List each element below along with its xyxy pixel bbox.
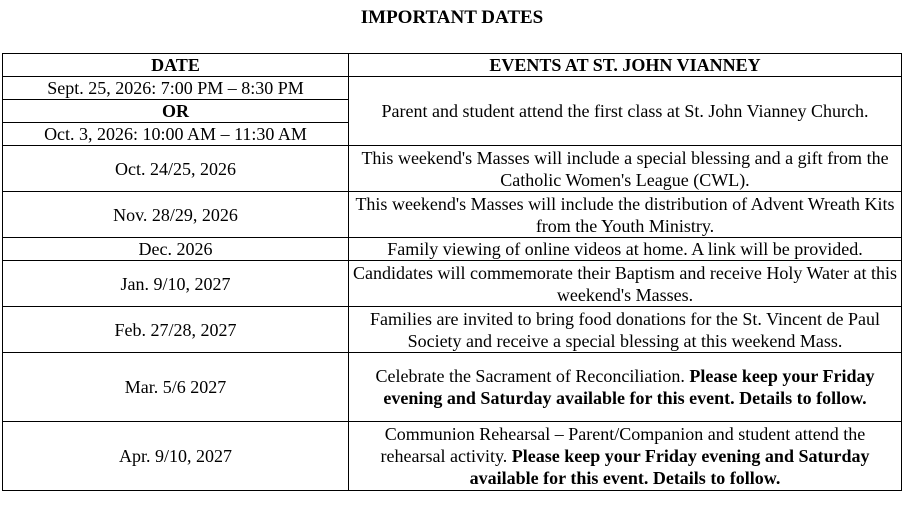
event-text: Celebrate the Sacrament of Reconciliation.: [375, 366, 685, 386]
event-description: Families are invited to bring food donations for the St. Vincent de Paul Society and receive a special blessing at this weekend Mass.: [349, 307, 902, 353]
table-row: [3, 353, 902, 422]
important-dates-table: [2, 53, 902, 491]
table-row: [3, 307, 902, 353]
event-date: Nov. 28/29, 2026: [3, 192, 349, 238]
first-class-or: OR: [3, 100, 349, 123]
event-note-bold: Please keep your Friday evening and Saturday available for this event. Details to follow.: [383, 366, 875, 408]
event-date: Mar. 5/6 2027: [3, 353, 349, 422]
event-description: This weekend's Masses will include a special blessing and a gift from the Catholic Women's League (CWL).: [349, 146, 902, 192]
page-title: IMPORTANT DATES: [360, 7, 544, 28]
table-row: [3, 238, 902, 261]
event-description: Candidates will commemorate their Baptism and receive Holy Water at this weekend's Masses.: [349, 261, 902, 307]
event-date: Dec. 2026: [3, 238, 349, 261]
event-column-header: EVENTS AT ST. JOHN VIANNEY: [349, 54, 902, 77]
table-row: [3, 261, 902, 307]
event-description: This weekend's Masses will include the distribution of Advent Wreath Kits from the Youth Ministry.: [349, 192, 902, 238]
first-class-date-option-b: Oct. 3, 2026: 10:00 AM – 11:30 AM: [3, 123, 349, 146]
table-row: [3, 422, 902, 491]
event-date: Feb. 27/28, 2027: [3, 307, 349, 353]
first-class-date-option-a: Sept. 25, 2026: 7:00 PM – 8:30 PM: [3, 77, 349, 100]
event-description: [349, 422, 902, 491]
event-date: Oct. 24/25, 2026: [3, 146, 349, 192]
event-description: Family viewing of online videos at home. A link will be provided.: [349, 238, 902, 261]
table-header-row: [3, 54, 902, 77]
date-column-header: DATE: [3, 54, 349, 77]
event-text: Communion Rehearsal – Parent/Companion and student attend the rehearsal activity.: [380, 424, 866, 466]
event-date: Apr. 9/10, 2027: [3, 422, 349, 491]
event-description: [349, 353, 902, 422]
table-row: [3, 146, 902, 192]
first-class-event: Parent and student attend the first class at St. John Vianney Church.: [349, 77, 902, 146]
event-date: Jan. 9/10, 2027: [3, 261, 349, 307]
table-row: [3, 192, 902, 238]
table-row: [3, 77, 902, 100]
event-note-bold: Please keep your Friday evening and Saturday available for this event. Details to follow.: [469, 446, 870, 488]
